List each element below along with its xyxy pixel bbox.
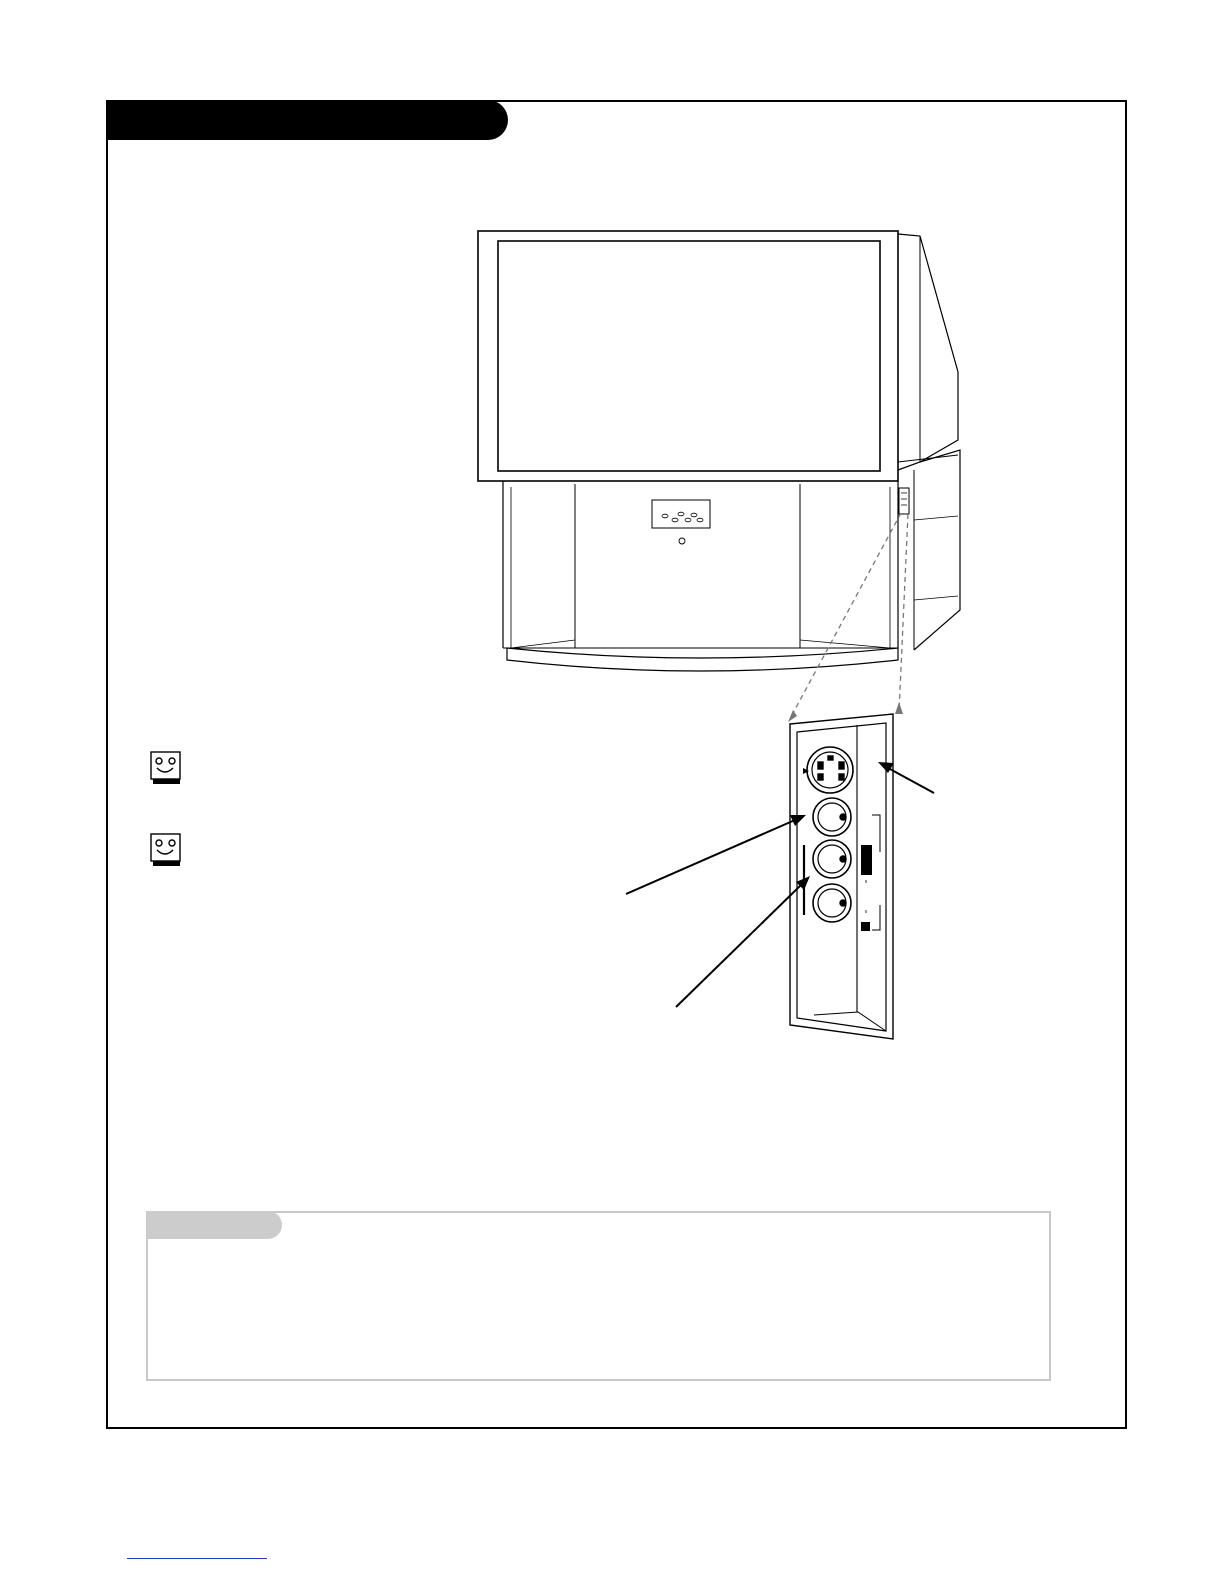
notes-tab <box>146 1211 282 1239</box>
footer-link-underline[interactable] <box>127 1558 267 1559</box>
side-jack-location <box>899 488 909 514</box>
s-video-jack <box>803 747 853 793</box>
front-control-panel <box>652 500 710 544</box>
notes-box <box>146 1211 1051 1381</box>
audio-right-jack <box>813 884 851 922</box>
panel-label-markers <box>861 815 880 931</box>
dashed-guide-lines <box>792 513 908 715</box>
smiley-tv-icon <box>148 833 186 869</box>
tv-stand <box>503 481 898 671</box>
callout-arrows <box>626 762 934 1007</box>
video-in-jack <box>813 798 851 836</box>
audio-left-jack <box>813 840 851 878</box>
smiley-tv-icon <box>148 751 186 787</box>
tv-cabinet <box>898 234 960 650</box>
tv-screen <box>478 231 898 481</box>
